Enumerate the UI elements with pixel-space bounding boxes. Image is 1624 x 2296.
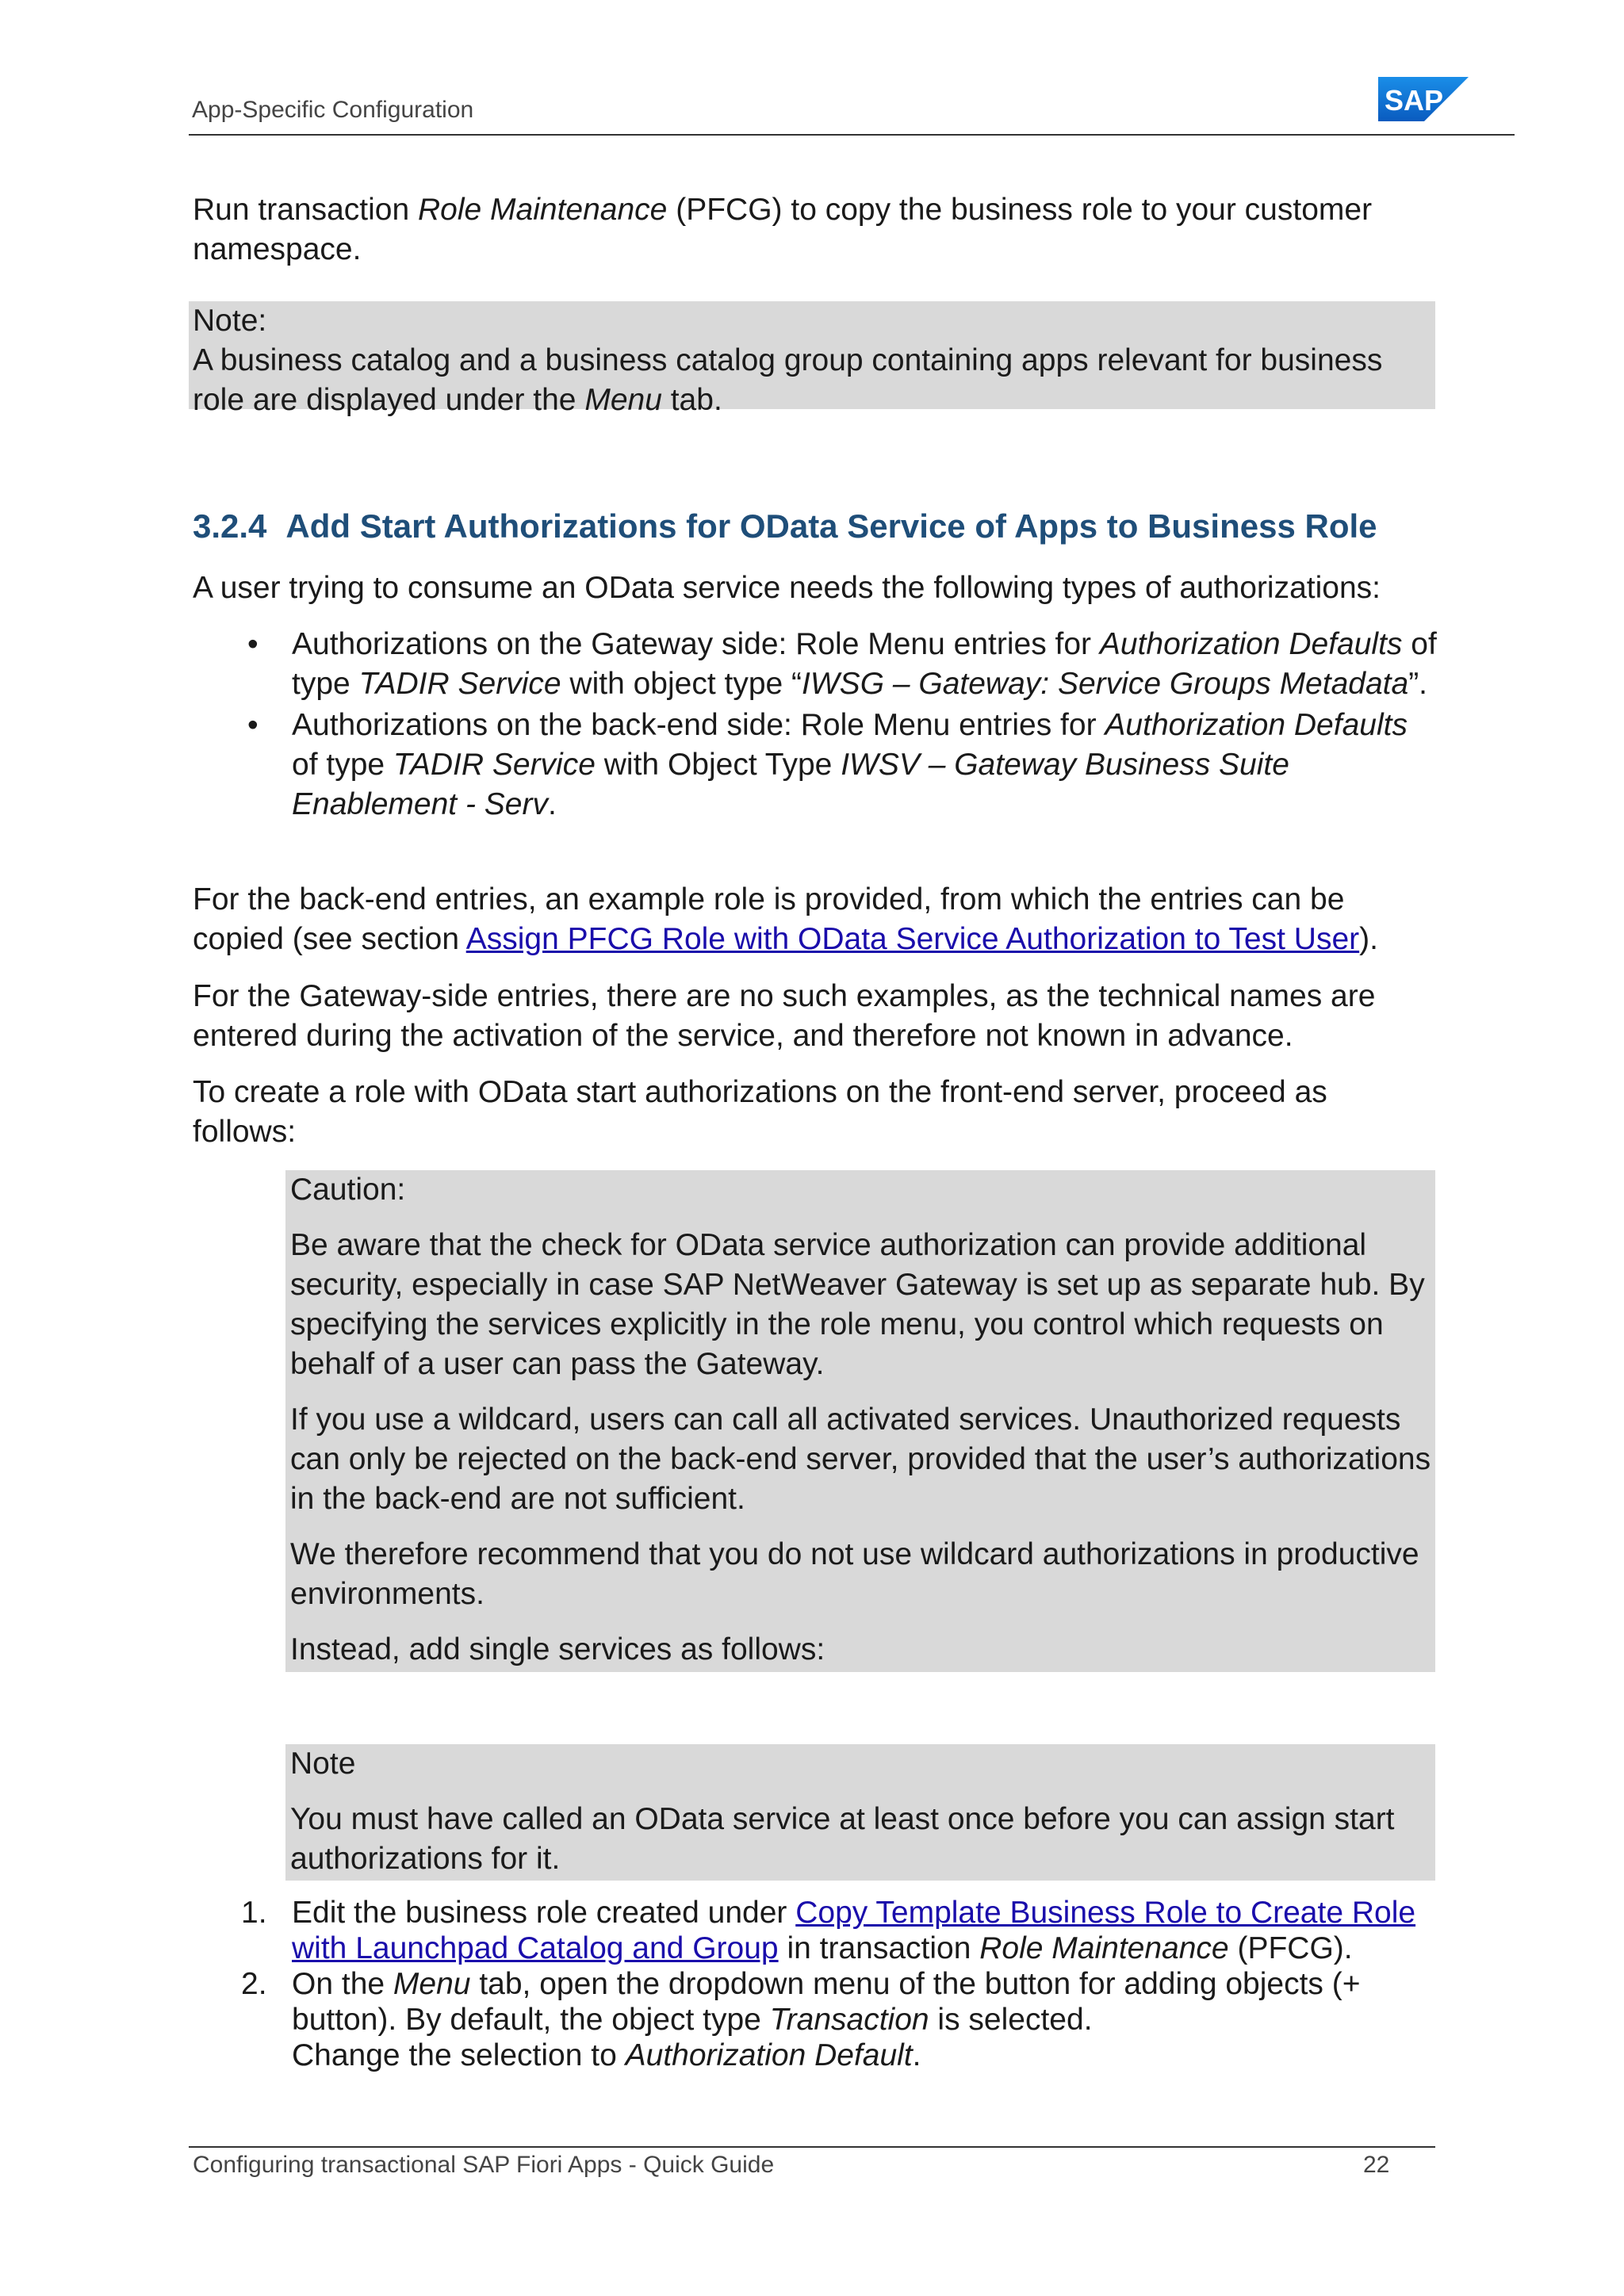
steps-list [241, 1895, 1418, 2073]
paragraph-intro-auth: A user trying to consume an OData service needs the following types of authorizations: [193, 571, 1381, 605]
note-box-2 [285, 1744, 1435, 1881]
sap-logo-text: SAP [1385, 84, 1444, 117]
running-header-title: App-Specific Configuration [192, 97, 474, 123]
note-label: Note [290, 1747, 356, 1781]
page-number: 22 [1363, 2152, 1390, 2178]
caution-paragraph: We therefore recommend that you do not use wildcard authorizations in productive environments. [290, 1537, 1419, 1611]
note-label: Note: [193, 304, 267, 338]
caution-label: Caution: [290, 1173, 406, 1207]
bullet-icon: • [247, 627, 259, 661]
paragraph-gateway: For the Gateway-side entries, there are no such examples, as the technical names are entered during the activation of the service, and therefore not known in advance. [193, 979, 1376, 1053]
copy-template-role-link[interactable]: Copy Template Business Role to Create Role with Launchpad Catalog and Group [292, 1896, 1416, 1965]
header-divider [189, 134, 1515, 136]
section-number: 3.2.4 [193, 507, 267, 545]
step-number: 2. [241, 1967, 267, 2001]
caution-paragraph: If you use a wildcard, users can call all activated services. Unauthorized requests can only be rejected on the back-end server, provided that the user’s authorizations in the back-end are not sufficient. [290, 1402, 1431, 1516]
intro-paragraph: Run transaction Role Maintenance (PFCG) to copy the business role to your customer namespace. [193, 193, 1373, 266]
paragraph-proceed: To create a role with OData start authorizations on the front-end server, proceed as follows: [193, 1075, 1327, 1149]
list-item: 2. On the Menu tab, open the dropdown menu of the button for adding objects (+ button). By default, the object type Transaction is selected. Change the selection to Authorization Default. [241, 1967, 1361, 2072]
sap-logo [1378, 77, 1469, 121]
note-text: You must have called an OData service at least once before you can assign start authorizations for it. [290, 1802, 1395, 1876]
footer-title: Configuring transactional SAP Fiori Apps - Quick Guide [193, 2152, 775, 2178]
step-number: 1. [241, 1896, 267, 1930]
section-title: Add Start Authorizations for OData Service of Apps to Business Role [285, 507, 1377, 545]
paragraph-backend: For the back-end entries, an example role is provided, from which the entries can be copied (see section Assign PFCG Role with OData Service Authorization to Test User). [193, 882, 1378, 956]
footer-divider [189, 2146, 1435, 2148]
caution-paragraph: Instead, add single services as follows: [290, 1632, 825, 1667]
list-item: • Authorizations on the Gateway side: Role Menu entries for Authorization Defaults of type TADIR Service with object type “IWSG – Gateway: Service Groups Metadata”. [292, 625, 1442, 704]
bullet-icon: • [247, 708, 259, 742]
list-item: 1. Edit the business role created under Copy Template Business Role to Create Role with Launchpad Catalog and Group in transaction Role Maintenance (PFCG). [241, 1896, 1416, 1965]
note-text: A business catalog and a business catalog group containing apps relevant for business role are displayed under the Menu tab. [193, 343, 1383, 417]
caution-box [285, 1170, 1435, 1672]
caution-paragraph: Be aware that the check for OData service authorization can provide additional security, especially in case SAP NetWeaver Gateway is set up as separate hub. By specifying the services explicitly in the role menu, you control which requests on behalf of a user can pass the Gateway. [290, 1228, 1425, 1381]
section-heading [193, 507, 1377, 545]
note-box [189, 301, 1435, 417]
assign-pfcg-role-link[interactable]: Assign PFCG Role with OData Service Authorization to Test User [465, 922, 1360, 956]
auth-types-list [247, 625, 1442, 825]
list-item: • Authorizations on the back-end side: Role Menu entries for Authorization Defaults of type TADIR Service with Object Type IWSV – Gateway Business Suite Enablement - Serv. [292, 706, 1442, 825]
